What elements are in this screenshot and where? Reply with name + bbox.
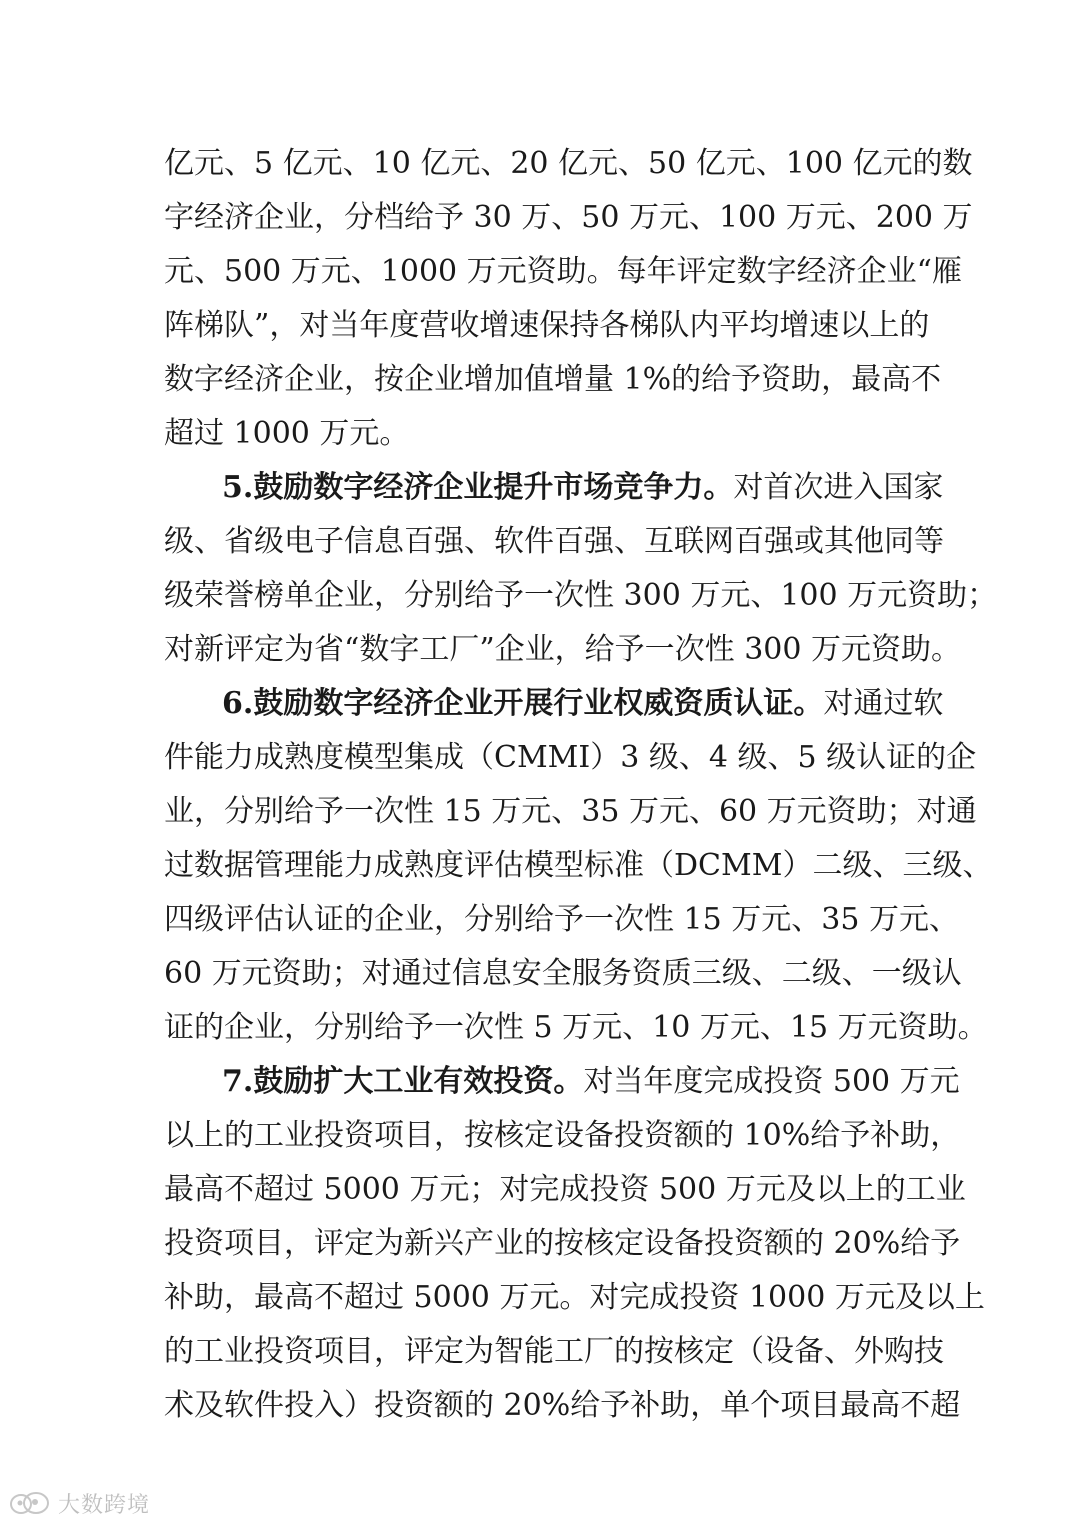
paragraph-7-heading: 7.鼓励扩大工业有效投资。 xyxy=(222,1064,584,1099)
paragraph-6-heading: 6.鼓励数字经济企业开展行业权威资质认证。 xyxy=(222,686,824,721)
paragraph-6-line-4: 过数据管理能力成熟度评估模型标准（DCMM）二级、三级、 xyxy=(164,848,993,883)
paragraph-7-line-1 xyxy=(222,1055,960,1109)
paragraph-1-line-4: 阵梯队”，对当年度营收增速保持各梯队内平均增速以上的 xyxy=(164,308,930,343)
paragraph-1-line-2: 字经济企业，分档给予 30 万、50 万元、100 万元、200 万 xyxy=(164,200,973,235)
paragraph-1-line-3: 元、500 万元、1000 万元资助。每年评定数字经济企业“雁 xyxy=(164,254,963,289)
paragraph-5-line-3: 级荣誉榜单企业，分别给予一次性 300 万元、100 万元资助； xyxy=(164,578,998,613)
watermark-text: 大数跨境 xyxy=(58,1492,151,1518)
paragraph-1-line-6: 超过 1000 万元。 xyxy=(164,416,410,451)
paragraph-7-line-4: 投资项目，评定为新兴产业的按核定设备投资额的 20%给予 xyxy=(164,1226,961,1261)
paragraph-7-line-7: 术及软件投入）投资额的 20%给予补助，单个项目最高不超 xyxy=(164,1388,961,1423)
cloud-logo-icon xyxy=(8,1490,52,1516)
paragraph-5-line-1 xyxy=(222,461,944,515)
paragraph-5-heading: 5.鼓励数字经济企业提升市场竞争力。 xyxy=(222,470,734,505)
paragraph-6-line-5: 四级评估认证的企业，分别给予一次性 15 万元、35 万元、 xyxy=(164,902,959,937)
paragraph-6-line-2: 件能力成熟度模型集成（CMMI）3 级、4 级、5 级认证的企 xyxy=(164,740,977,775)
paragraph-5-line-2: 级、省级电子信息百强、软件百强、互联网百强或其他同等 xyxy=(164,524,944,559)
paragraph-5-line-4: 对新评定为省“数字工厂”企业，给予一次性 300 万元资助。 xyxy=(164,632,962,667)
paragraph-6-line-6: 60 万元资助；对通过信息安全服务资质三级、二级、一级认 xyxy=(164,956,962,991)
paragraph-6-line-3: 业，分别给予一次性 15 万元、35 万元、60 万元资助；对通 xyxy=(164,794,977,829)
paragraph-6-first-rest: 对通过软 xyxy=(823,686,944,721)
paragraph-7-line-5: 补助，最高不超过 5000 万元。对完成投资 1000 万元及以上 xyxy=(164,1280,985,1315)
paragraph-7-line-2: 以上的工业投资项目，按核定设备投资额的 10%给予补助， xyxy=(164,1118,961,1153)
paragraph-7-first-rest: 对当年度完成投资 500 万元 xyxy=(583,1064,960,1099)
paragraph-7-line-3: 最高不超过 5000 万元；对完成投资 500 万元及以上的工业 xyxy=(164,1172,966,1207)
paragraph-1-line-1: 亿元、5 亿元、10 亿元、20 亿元、50 亿元、100 亿元的数 xyxy=(164,146,973,181)
paragraph-6-line-7: 证的企业，分别给予一次性 5 万元、10 万元、15 万元资助。 xyxy=(164,1010,988,1045)
paragraph-1-line-5: 数字经济企业，按企业增加值增量 1%的给予资助，最高不 xyxy=(164,362,942,397)
paragraph-5-first-rest: 对首次进入国家 xyxy=(733,470,944,505)
watermark xyxy=(8,1487,150,1519)
paragraph-7-line-6: 的工业投资项目，评定为智能工厂的按核定（设备、外购技 xyxy=(164,1334,944,1369)
paragraph-6-line-1 xyxy=(222,677,944,731)
